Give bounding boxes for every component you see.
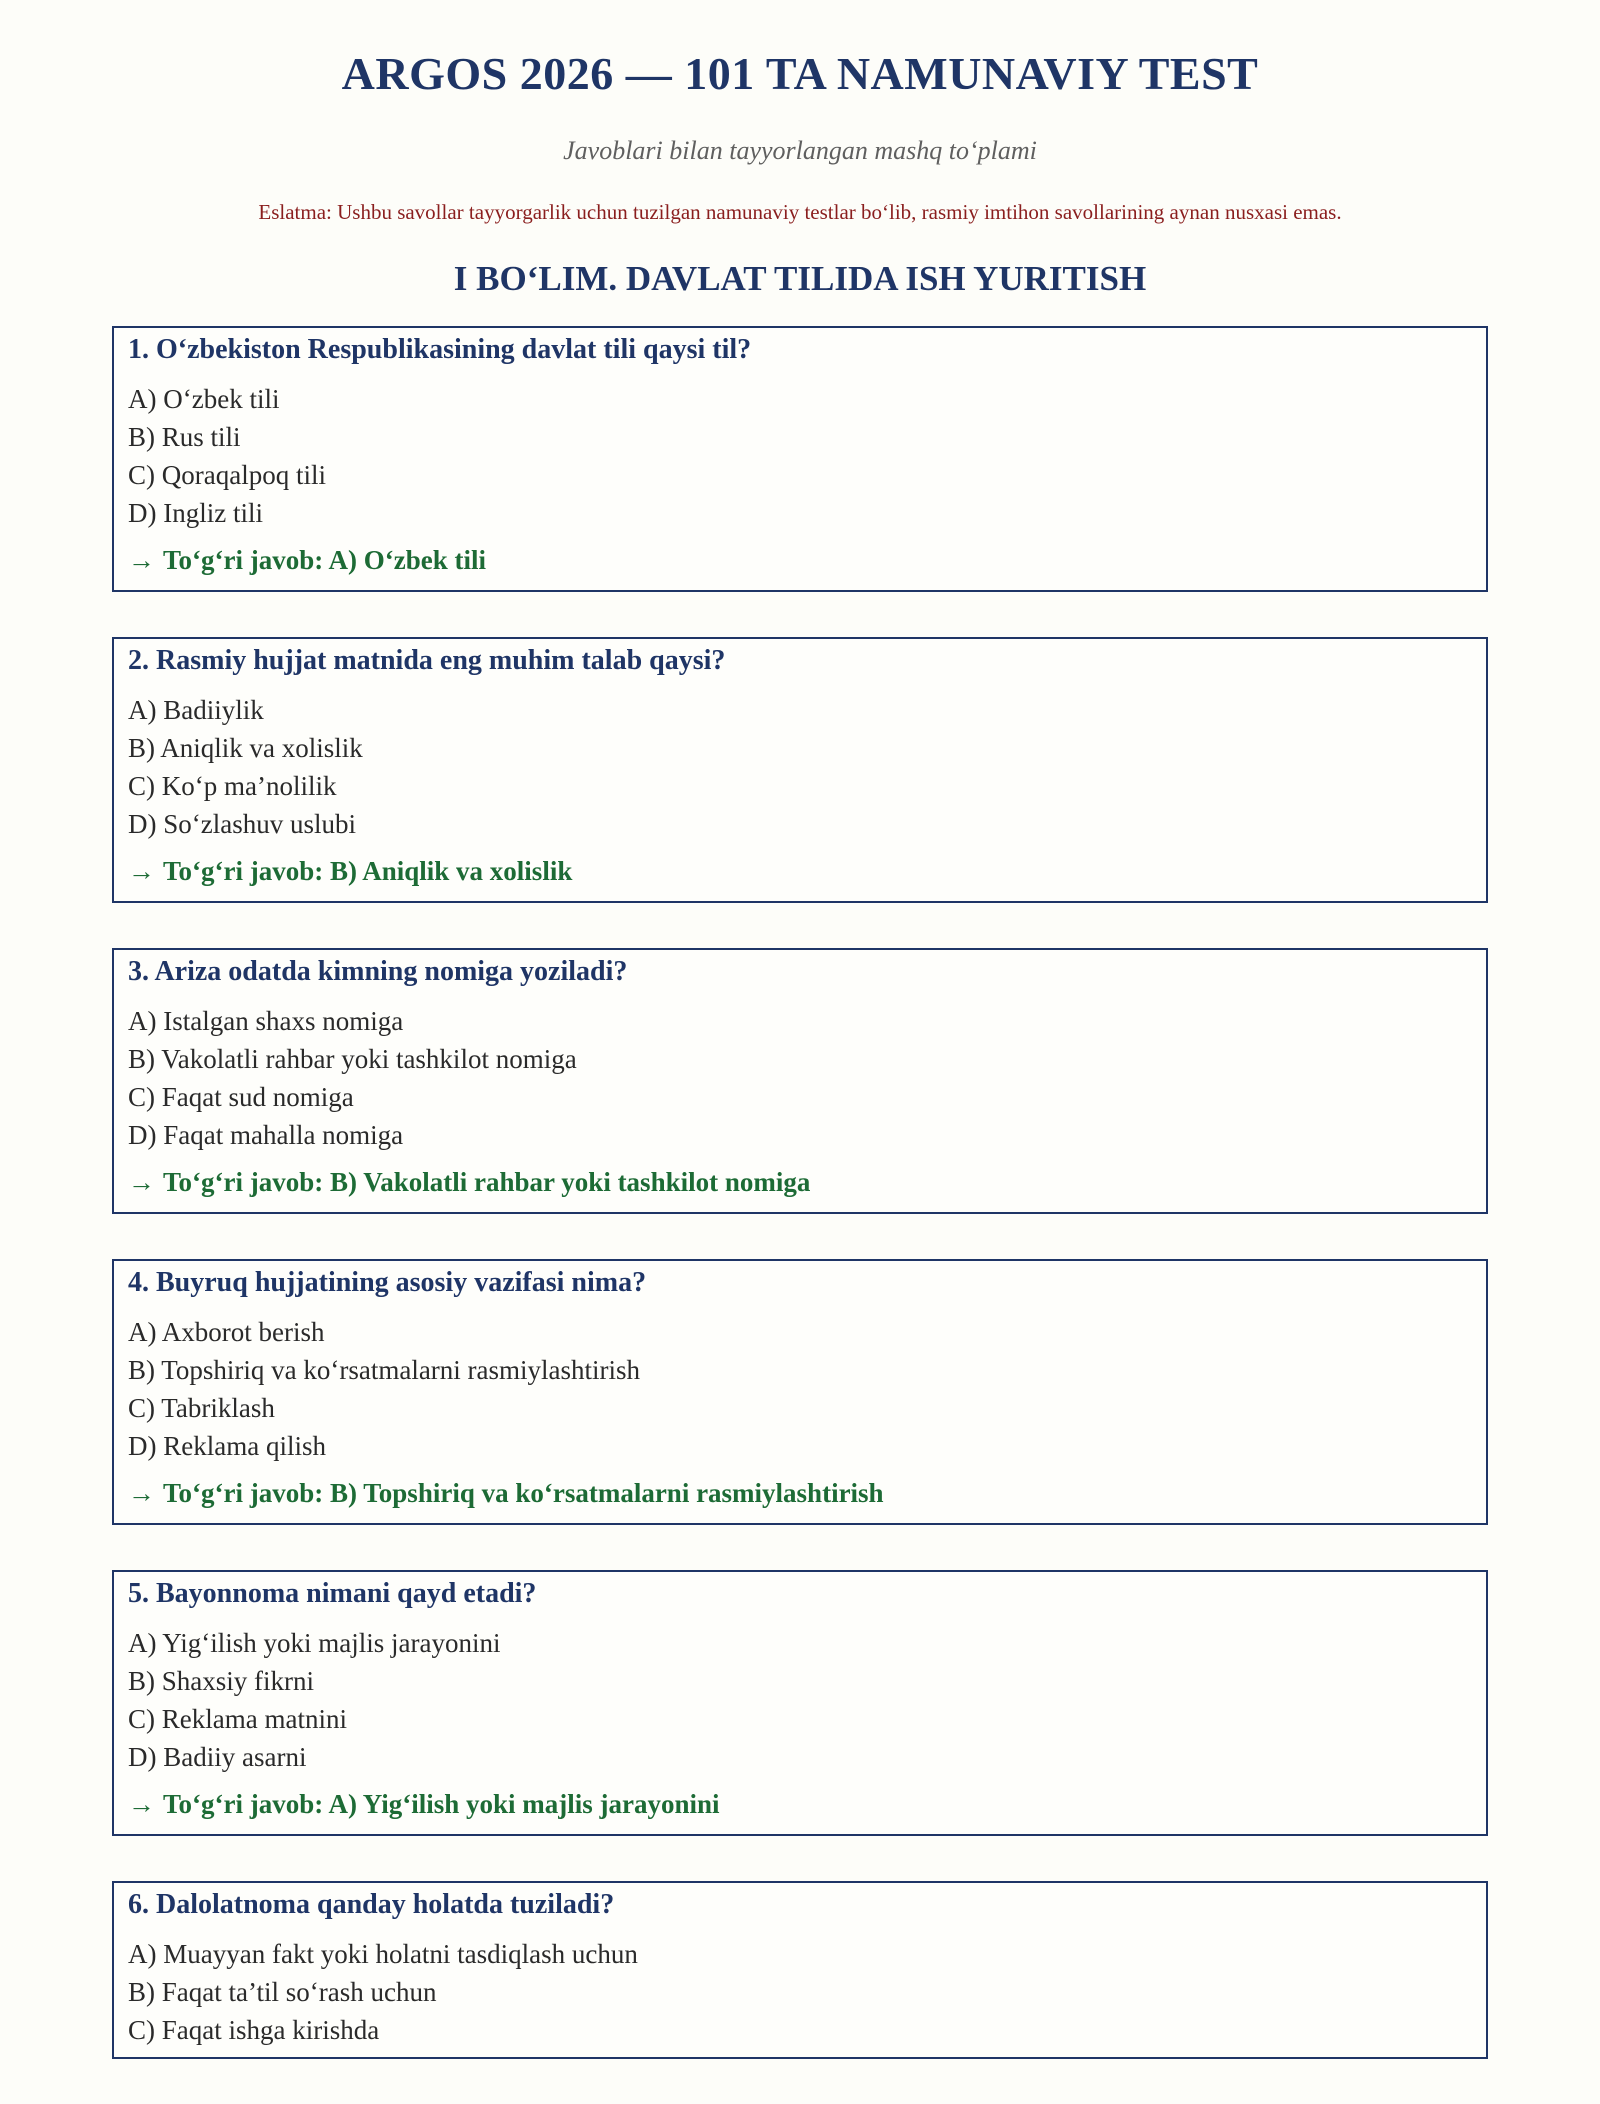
question-text: 4. Buyruq hujjatining asosiy vazifasi nima? (128, 1267, 647, 1298)
option-d: D) Faqat mahalla nomiga (128, 1120, 404, 1150)
question-card-1 (112, 326, 1488, 592)
correct-answer-text: To‘g‘ri javob: A) Yig‘ilish yoki majlis jarayonini (163, 1789, 720, 1819)
option-c: C) Ko‘p ma’nolilik (128, 771, 337, 801)
question-text: 2. Rasmiy hujjat matnida eng muhim talab qaysi? (128, 645, 726, 676)
document-subtitle: Javoblari bilan tayyorlangan mashq to‘plami (563, 136, 1037, 165)
option-a: A) Muayyan fakt yoki holatni tasdiqlash uchun (128, 1939, 638, 1969)
question-card-4 (112, 1259, 1488, 1525)
option-b: B) Faqat ta’til so‘rash uchun (128, 1977, 437, 2007)
option-a: A) Yig‘ilish yoki majlis jarayonini (128, 1628, 501, 1658)
option-b: B) Shaxsiy fikrni (128, 1666, 314, 1696)
arrow-right-icon: → (128, 1789, 155, 1819)
option-d: D) So‘zlashuv uslubi (128, 809, 356, 839)
arrow-right-icon: → (128, 856, 155, 886)
correct-answer-text: To‘g‘ri javob: B) Topshiriq va ko‘rsatmalarni rasmiylashtirish (163, 1478, 884, 1508)
option-b: B) Vakolatli rahbar yoki tashkilot nomiga (128, 1044, 577, 1074)
question-card-2 (112, 637, 1488, 903)
arrow-right-icon: → (128, 1167, 155, 1197)
option-a: A) Badiiylik (128, 695, 264, 725)
option-c: C) Faqat sud nomiga (128, 1082, 354, 1112)
correct-answer (128, 542, 1472, 578)
question-text: 5. Bayonnoma nimani qayd etadi? (128, 1578, 537, 1609)
question-list (112, 326, 1488, 2104)
correct-answer (128, 1475, 1472, 1511)
option-c: C) Qoraqalpoq tili (128, 460, 326, 490)
correct-answer (128, 853, 1472, 889)
option-b: B) Topshiriq va ko‘rsatmalarni rasmiylashtirish (128, 1355, 641, 1385)
correct-answer (128, 1786, 1472, 1822)
option-a: A) O‘zbek tili (128, 384, 280, 414)
arrow-right-icon: → (128, 545, 155, 575)
option-c: C) Reklama matnini (128, 1704, 347, 1734)
disclaimer-note: Eslatma: Ushbu savollar tayyorgarlik uchun tuzilgan namunaviy testlar bo‘lib, rasmiy imtihon savollarining aynan nusxasi emas. (258, 200, 1342, 224)
option-b: B) Aniqlik va xolislik (128, 733, 363, 763)
option-d: D) Reklama qilish (128, 1431, 326, 1461)
correct-answer (128, 1164, 1472, 1200)
question-card-3 (112, 948, 1488, 1214)
question-text: 1. O‘zbekiston Respublikasining davlat tili qaysi til? (128, 334, 752, 365)
option-c: C) Tabriklash (128, 1393, 275, 1423)
question-text: 6. Dalolatnoma qanday holatda tuziladi? (128, 1889, 615, 1920)
correct-answer-text: To‘g‘ri javob: A) O‘zbek tili (163, 545, 486, 575)
option-d: D) Badiiy asarni (128, 1742, 307, 1772)
option-a: A) Axborot berish (128, 1317, 325, 1347)
option-a: A) Istalgan shaxs nomiga (128, 1006, 404, 1036)
correct-answer-text: To‘g‘ri javob: B) Aniqlik va xolislik (163, 856, 573, 886)
section-title: I BO‘LIM. DAVLAT TILIDA ISH YURITISH (453, 259, 1147, 298)
correct-answer-text: To‘g‘ri javob: B) Vakolatli rahbar yoki tashkilot nomiga (163, 1167, 811, 1197)
option-b: B) Rus tili (128, 422, 241, 452)
question-text: 3. Ariza odatda kimning nomiga yoziladi? (128, 956, 628, 987)
option-d: D) Ingliz tili (128, 498, 263, 528)
arrow-right-icon: → (128, 1478, 155, 1508)
question-card-5 (112, 1570, 1488, 1836)
option-c: C) Faqat ishga kirishda (128, 2015, 380, 2045)
document-title: ARGOS 2026 — 101 TA NAMUNAVIY TEST (341, 48, 1259, 99)
question-card-6 (112, 1881, 1488, 2059)
